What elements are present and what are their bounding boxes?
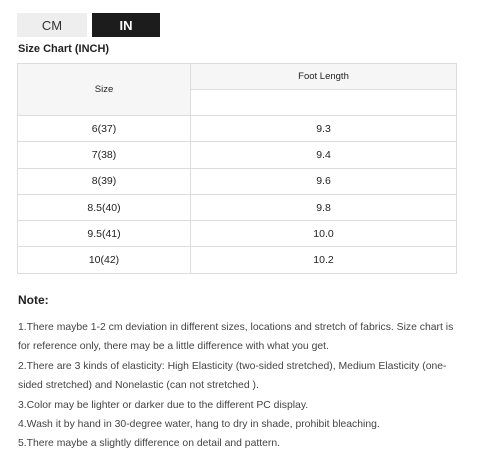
table-row	[18, 194, 457, 220]
note-item: 2.There are 3 kinds of elasticity: High Elasticity (two-sided stretched), Medium Elasticity (one-sided stretched) and Nonelastic (can not stretched ).	[18, 360, 447, 392]
header-blank-cell	[191, 90, 457, 116]
size-column-header: Size	[18, 64, 191, 116]
table-row	[18, 142, 457, 168]
in-unit-button[interactable]: IN	[92, 13, 160, 37]
foot-length-cell: 10.2	[191, 247, 457, 273]
table-row	[18, 116, 457, 142]
note-item: 4.Wash it by hand in 30-degree water, hang to dry in shade, prohibit bleaching.	[18, 419, 380, 431]
size-cell: 7(38)	[18, 142, 191, 168]
note-list	[18, 318, 468, 454]
foot-length-column-header: Foot Length	[191, 64, 457, 90]
size-cell: 9.5(41)	[18, 221, 191, 247]
note-title: Note:	[18, 293, 49, 307]
size-chart-table	[17, 63, 457, 274]
foot-length-cell: 9.8	[191, 194, 457, 220]
table-header-row	[18, 64, 457, 90]
size-cell: 6(37)	[18, 116, 191, 142]
foot-length-cell: 10.0	[191, 221, 457, 247]
table-row	[18, 168, 457, 194]
foot-length-cell: 9.3	[191, 116, 457, 142]
table-row	[18, 221, 457, 247]
size-cell: 8.5(40)	[18, 194, 191, 220]
foot-length-cell: 9.6	[191, 168, 457, 194]
note-item: 5.There maybe a slightly difference on detail and pattern.	[18, 438, 281, 450]
unit-toggle	[17, 13, 160, 37]
size-chart-title: Size Chart (INCH)	[18, 43, 110, 55]
note-item: 3.Color may be lighter or darker due to the different PC display.	[18, 399, 309, 411]
cm-unit-button[interactable]: CM	[17, 13, 87, 37]
size-cell: 8(39)	[18, 168, 191, 194]
table-row	[18, 247, 457, 273]
foot-length-cell: 9.4	[191, 142, 457, 168]
note-item: 1.There maybe 1-2 cm deviation in different sizes, locations and stretch of fabrics. Size chart is for reference only, there may be a little difference with what you get.	[18, 322, 454, 353]
size-cell: 10(42)	[18, 247, 191, 273]
